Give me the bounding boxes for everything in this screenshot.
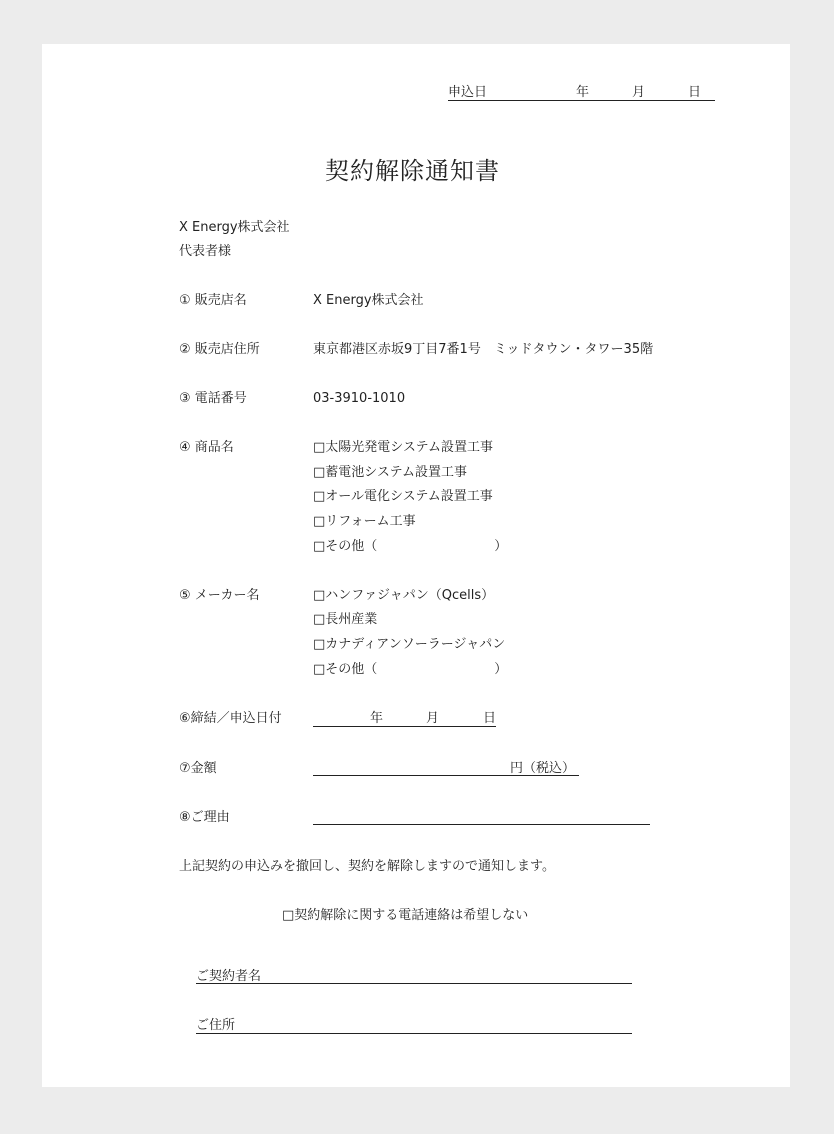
- maker-label: ⑤ メーカー名: [179, 588, 260, 603]
- amount-suffix: 円（税込）: [510, 761, 576, 776]
- seller-name-value: X Energy株式会社: [313, 293, 424, 308]
- phone-value: 03-3910-1010: [313, 391, 406, 406]
- product-option-reform[interactable]: □リフォーム工事: [313, 514, 416, 529]
- application-date-underline[interactable]: [448, 100, 715, 101]
- signer-address-underline[interactable]: [196, 1033, 632, 1034]
- phone-label: ③ 電話番号: [179, 391, 247, 406]
- application-date-year: 年: [576, 85, 590, 100]
- contract-date-month: 月: [426, 711, 440, 726]
- amount-underline[interactable]: [313, 775, 579, 776]
- maker-option-other[interactable]: □その他（ ）: [313, 662, 508, 677]
- product-option-solar[interactable]: □太陽光発電システム設置工事: [313, 440, 493, 455]
- maker-option-choshu[interactable]: □長州産業: [313, 612, 378, 627]
- no-call-checkbox[interactable]: □契約解除に関する電話連絡は希望しない: [282, 908, 529, 923]
- signer-name-underline[interactable]: [196, 983, 632, 984]
- product-option-other[interactable]: □その他（ ）: [313, 539, 508, 554]
- document-title: 契約解除通知書: [325, 157, 500, 185]
- seller-address-label: ② 販売店住所: [179, 342, 260, 357]
- maker-option-canadian-solar[interactable]: □カナディアンソーラージャパン: [313, 637, 506, 652]
- amount-label: ⑦金額: [179, 761, 217, 776]
- recipient-company: X Energy株式会社: [179, 220, 290, 235]
- document-page: [42, 44, 790, 1087]
- recipient-to: 代表者様: [179, 244, 232, 259]
- seller-address-value: 東京都港区赤坂9丁目7番1号 ミッドタウン・タワー35階: [313, 342, 654, 357]
- signer-address-label: ご住所: [196, 1018, 236, 1033]
- statement-text: 上記契約の申込みを撤回し、契約を解除しますので通知します。: [179, 859, 555, 874]
- contract-date-underline[interactable]: [313, 726, 496, 727]
- application-date-day: 日: [688, 85, 702, 100]
- application-date-month: 月: [632, 85, 646, 100]
- signer-name-label: ご契約者名: [196, 969, 262, 984]
- application-date-label: 申込日: [448, 85, 488, 100]
- contract-date-day: 日: [483, 711, 497, 726]
- product-option-battery[interactable]: □蓄電池システム設置工事: [313, 465, 467, 480]
- seller-name-label: ① 販売店名: [179, 293, 247, 308]
- product-label: ④ 商品名: [179, 440, 234, 455]
- product-option-all-electric[interactable]: □オール電化システム設置工事: [313, 489, 493, 504]
- contract-date-label: ⑥締結／申込日付: [179, 711, 282, 726]
- maker-option-hanwha[interactable]: □ハンファジャパン（Qcells）: [313, 588, 495, 603]
- reason-underline[interactable]: [313, 824, 650, 825]
- reason-label: ⑧ご理由: [179, 810, 230, 825]
- contract-date-year: 年: [370, 711, 384, 726]
